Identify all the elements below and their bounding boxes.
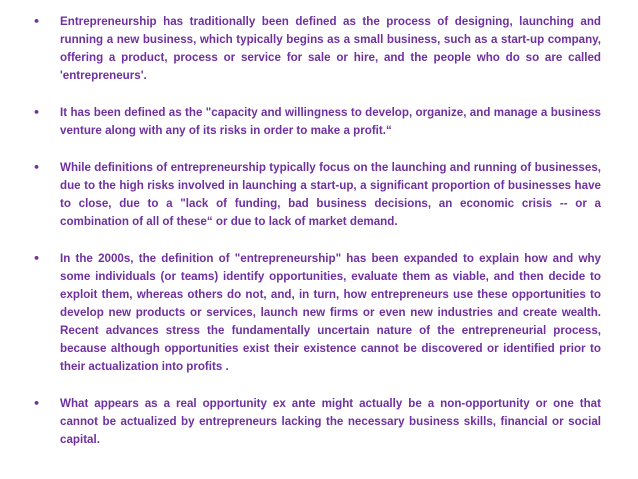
bullet-text: What appears as a real opportunity ex ante might actually be a non-opportunity or one that cannot be actualized by entrepreneurs lacking the necessary business skills, financial or social capital. [60, 397, 601, 446]
bullet-item-2000s [33, 250, 601, 376]
bullet-dot: • [33, 397, 41, 410]
bullet-dot: • [33, 252, 41, 265]
bullet-text: While definitions of entrepreneurship typically focus on the launching and running of businesses, due to the high risks involved in launching a start-up, a significant proportion of businesses have to close, due to a "lack of funding, bad business decisions, an economic crisis -- or a combination of all of these“ or due to lack of market demand. [60, 161, 601, 228]
bullet-dot: • [33, 106, 41, 119]
bullet-text: Entrepreneurship has traditionally been defined as the process of designing, launching and running a new business, which typically begins as a small business, such as a start-up company, offering a product, process or service for sale or hire, and the people who do so are called 'entrepreneurs'. [60, 15, 601, 82]
bullet-dot: • [33, 15, 41, 28]
bullet-item-opportunity [33, 395, 601, 449]
bullet-list [33, 13, 601, 468]
bullet-dot: • [33, 161, 41, 174]
bullet-item-risks [33, 159, 601, 231]
bullet-text: It has been defined as the "capacity and willingness to develop, organize, and manage a business venture along with any of its risks in order to make a profit.“ [60, 106, 601, 137]
bullet-text: In the 2000s, the definition of "entrepreneurship" has been expanded to explain how and why some individuals (or teams) identify opportunities, evaluate them as viable, and then decide to exploit them, whereas others do not, and, in turn, how entrepreneurs use these opportunities to develop new products or services, launch new firms or even new industries and create wealth. Recent advances stress the fundamentally uncertain nature of the entrepreneurial process, because although opportunities exist their existence cannot be discovered or identified prior to their actualization into profits . [60, 252, 601, 373]
bullet-item-capacity [33, 104, 601, 140]
bullet-item-definition [33, 13, 601, 85]
